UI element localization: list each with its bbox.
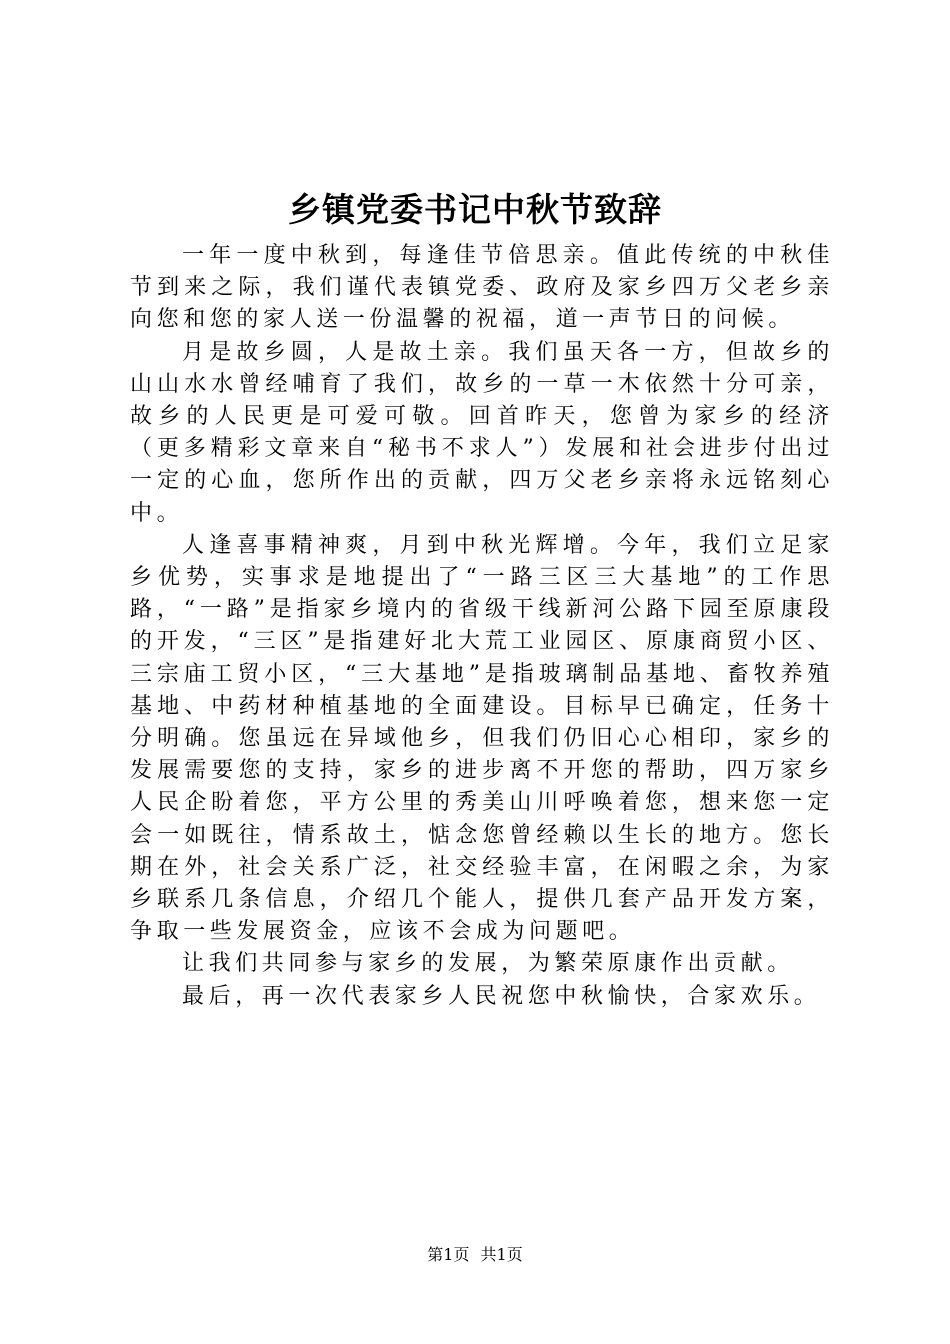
paragraph-1: 一年一度中秋到，每逢佳节倍思亲。值此传统的中秋佳节到来之际，我们谨代表镇党委、政府及家乡四万父老乡亲向您和您的家人送一份温馨的祝福，道一声节日的问候。: [130, 243, 834, 333]
page-footer: [0, 1244, 950, 1266]
paragraph-2: 月是故乡圆，人是故土亲。我们虽天各一方，但故乡的山山水水曾经哺育了我们，故乡的一草一木依然十分可亲，故乡的人民更是可爱可敬。回首昨天，您曾为家乡的经济（更多精彩文章来自“秘书不求人”）发展和社会进步付出过一定的心血，您所作出的贡献，四万父老乡亲将永远铭刻心中。: [130, 339, 834, 526]
page-number-total: 共1页: [480, 1245, 523, 1264]
paragraph-3: 人逢喜事精神爽，月到中秋光辉增。今年，我们立足家乡优势，实事求是地提出了“一路三区三大基地”的工作思路，“一路”是指家乡境内的省级干线新河公路下园至原康段的开发，“三区”是指建好北大荒工业园区、原康商贸小区、三宗庙工贸小区，“三大基地”是指玻璃制品基地、畜牧养殖基地、中药材种植基地的全面建设。目标早已确定，任务十分明确。您虽远在异域他乡，但我们仍旧心心相印，家乡的发展需要您的支持，家乡的进步离不开您的帮助，四万家乡人民企盼着您，平方公里的秀美山川呼唤着您，想来您一定会一如既往，情系故土，惦念您曾经赖以生长的地方。您长期在外，社会关系广泛，社交经验丰富，在闲暇之余，为家乡联系几条信息，介绍几个能人，提供几套产品开发方案，争取一些发展资金，应该不会成为问题吧。: [130, 532, 834, 945]
page-number-current: 第1页: [427, 1245, 470, 1264]
document-title: 乡镇党委书记中秋节致辞: [288, 190, 662, 229]
paragraph-4: 让我们共同参与家乡的发展，为繁荣原康作出贡献。: [182, 951, 794, 977]
document-body: [130, 240, 834, 1013]
paragraph-5: 最后，再一次代表家乡人民祝您中秋愉快，合家欢乐。: [182, 983, 821, 1009]
